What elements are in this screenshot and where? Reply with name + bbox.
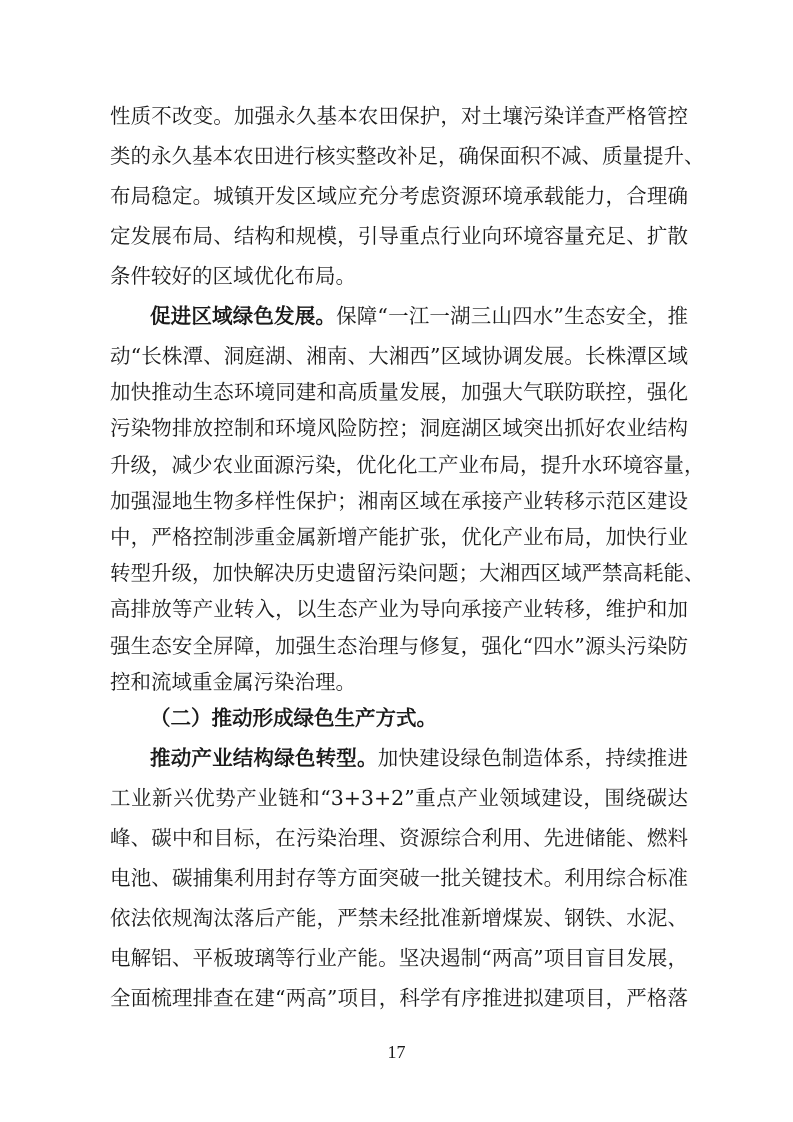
text-span: 加快建设绿色制造体系，持续推进: [377, 746, 689, 770]
text-line: 控和流域重金属污染治理。: [110, 669, 356, 694]
text-line: 电池、碳捕集利用封存等方面突破一批关键技术。利用综合标准: [110, 866, 688, 890]
text-line: 性质不改变。加强永久基本农田保护，对土壤污染详查严格管控: [110, 104, 688, 128]
text-line: 布局稳定。城镇开发区域应充分考虑资源环境承载能力，合理确: [110, 184, 688, 208]
text-line: 全面梳理排查在建“两高”项目，科学有序推进拟建项目，严格落: [110, 986, 688, 1010]
paragraph-first-line: [150, 302, 688, 330]
text-line: 条件较好的区域优化布局。: [110, 264, 356, 288]
paragraph-lead-heading: 推动产业结构绿色转型。: [150, 746, 378, 770]
page-number: 17: [387, 1042, 406, 1062]
text-line: 升级，减少农业面源污染，优化化工产业布局，提升水环境容量，: [110, 452, 705, 477]
text-line: 高排放等产业转入，以生态产业为导向承接产业转移，维护和加: [110, 597, 688, 622]
text-line: 依法依规淘汰落后产能，严禁未经批准新增煤炭、钢铁、水泥、: [110, 906, 688, 930]
text-line: 峰、碳中和目标，在污染治理、资源综合利用、先进储能、燃料: [110, 826, 688, 850]
text-line: 加强湿地生物多样性保护；湘南区域在承接产业转移示范区建设: [110, 488, 688, 513]
text-line: 动“长株潭、洞庭湖、湘南、大湘西”区域协调发展。长株潭区域: [110, 344, 688, 368]
text-line: 中，严格控制涉重金属新增产能扩张，优化产业布局，加快行业: [110, 525, 688, 549]
text-line: 污染物排放控制和环境风险防控；洞庭湖区域突出抓好农业结构: [110, 416, 688, 441]
text-line: 强生态安全屏障，加强生态治理与修复，强化“四水”源头污染防: [110, 633, 688, 658]
text-line: 类的永久基本农田进行核实整改补足，确保面积不减、质量提升、: [110, 144, 705, 168]
paragraph-lead-heading: 促进区域绿色发展。: [150, 304, 337, 328]
text-span: 保障“一江一湖三山四水”生态安全，推: [336, 304, 689, 328]
text-line: 电解铝、平板玻璃等行业产能。坚决遏制“两高”项目盲目发展，: [110, 946, 688, 970]
text-line: 工业新兴优势产业链和“3+3+2”重点产业领域建设，围绕碳达: [110, 786, 688, 810]
text-line: 定发展布局、结构和规模，引导重点行业向环境容量充足、扩散: [110, 224, 688, 248]
paragraph-first-line: [150, 744, 688, 772]
text-line: 转型升级，加快解决历史遗留污染问题；大湘西区域严禁高耗能、: [110, 561, 705, 586]
section-heading: （二）推动形成绿色生产方式。: [150, 706, 437, 730]
text-line: 加快推动生态环境同建和高质量发展，加强大气联防联控，强化: [110, 380, 688, 405]
